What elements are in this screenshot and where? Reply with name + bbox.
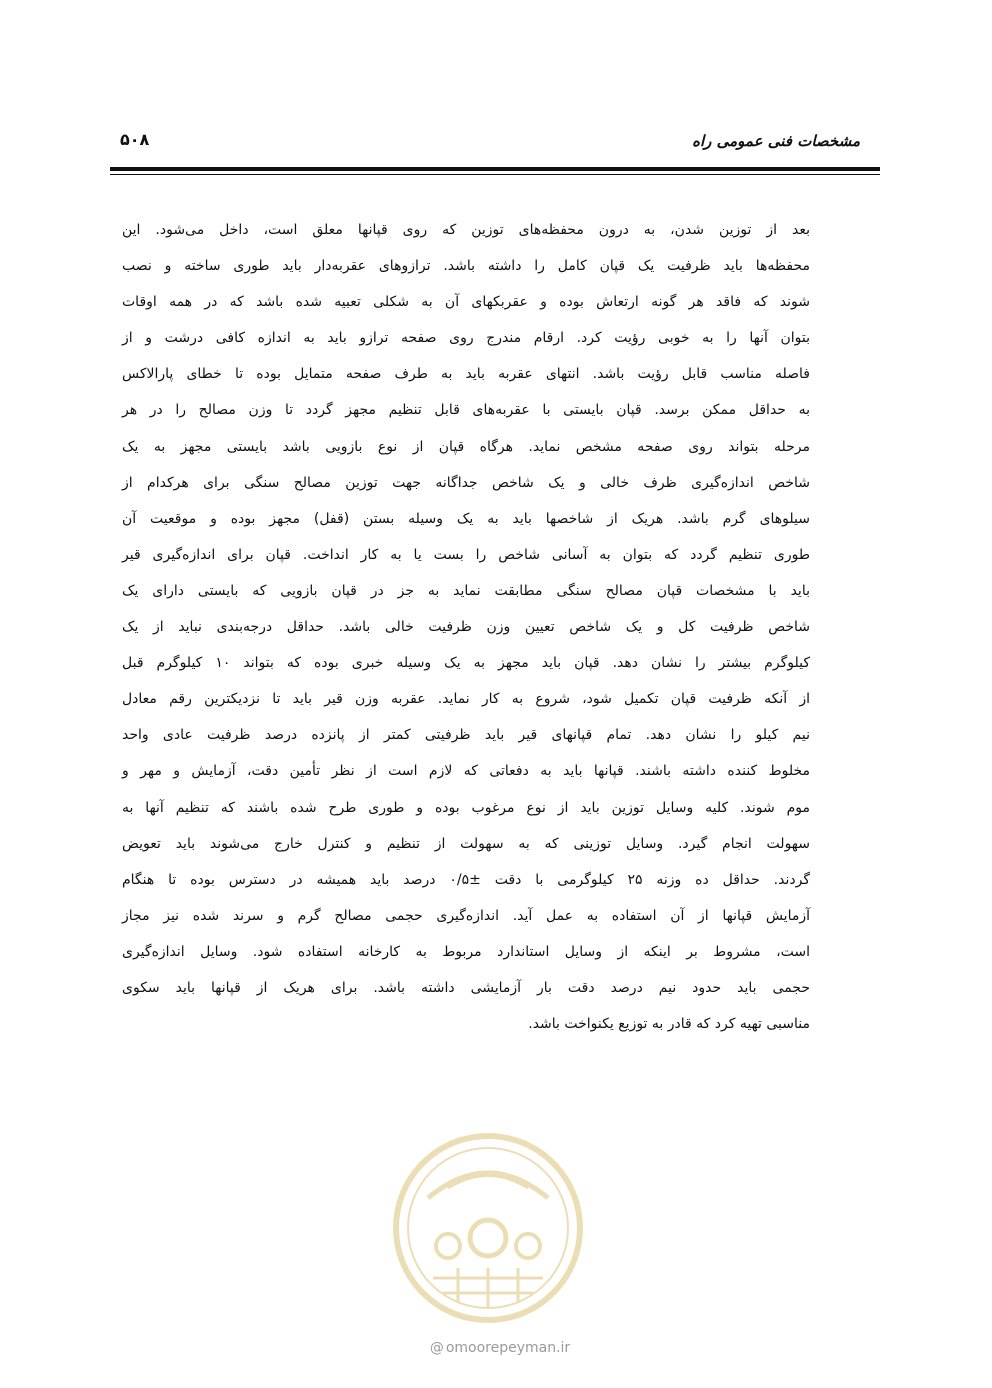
text-line: حجمی باید حدود نیم درصد دقت بار آزمایشی داشته باشد. برای هریک از قپانها باید سکوی	[122, 979, 810, 996]
header-rule-thin	[110, 174, 880, 175]
watermark-site-footer	[400, 1340, 600, 1356]
text-line: شاخص ظرفیت کل و یک شاخص تعیین وزن ظرفیت خالی باشد. حداقل درجه‌بندی نباید از یک	[122, 619, 810, 636]
text-line: شاخص اندازه‌گیری ظرف خالی و یک شاخص جداگانه جهت توزین مصالح سنگی برای هرکدام از	[122, 474, 810, 491]
text-line: از آنکه ظرفیت قپان تکمیل شود، شروع به کار نماید. عقربه وزن قیر باید تا نزدیکترین رقم معادل	[122, 691, 810, 708]
text-line: آزمایش قپانها از آن استفاده به عمل آید. اندازه‌گیری حجمی مصالح گرم و سرند شده نیز مجاز	[122, 907, 810, 924]
text-line: نیم کیلو را نشان دهد. تمام قپانهای قیر باید ظرفیتی کمتر از پانزده درصد ظرفیت عادی واحد	[122, 727, 810, 744]
text-line: به حداقل ممکن برسد. قپان بایستی با عقربه‌های قابل تنظیم مجهز گردد تا وزن مصالح را در هر	[122, 402, 810, 419]
omoore-peyman-seal-icon	[388, 1128, 588, 1328]
text-line: مرحله بتواند روی صفحه مشخص نماید. هرگاه قپان از نوع بازویی باشد بایستی مجهز به یک	[122, 438, 810, 455]
text-line: فاصله مناسب قابل رؤیت باشد. انتهای عقربه باید به طرف صفحه متمایل بوده تا خطای پارالاکس	[122, 366, 810, 383]
text-line: گردند. حداقل ده وزنه ۲۵ کیلوگرمی با دقت ±۰/۵ درصد باید همیشه در دسترس بوده تا هنگام	[122, 871, 810, 888]
text-line: بعد از توزین شدن، به درون محفظه‌های توزین که روی قپانها معلق است، داخل می‌شود. این	[122, 222, 810, 238]
watermark-site-text: omoorepeyman.ir	[445, 1340, 571, 1356]
text-line: بتوان آنها را به خوبی رؤیت کرد. ارقام مندرج روی صفحه ترازو باید به اندازه کافی درشت و از	[122, 330, 810, 347]
text-line: موم شوند. کلیه وسایل توزین باید از نوع مرغوب بوده و طوری طرح شده باشند که تنظیم آنها به	[122, 799, 810, 816]
body-paragraph	[122, 212, 810, 1042]
text-line: کیلوگرم بیشتر را نشان دهد. قپان باید مجهز به یک وسیله خبری بوده که بتواند ۱۰ کیلوگرم قبل	[122, 655, 810, 672]
text-line: سهولت انجام گیرد. وسایل توزینی که به سهولت از تنظیم و کنترل خارج می‌شوند باید تعویض	[122, 835, 810, 852]
at-sign-icon: @	[429, 1340, 444, 1356]
page-header	[120, 126, 860, 166]
page-number: ۵۰۸	[120, 130, 150, 149]
text-line: شوند که فاقد هر گونه ارتعاش بوده و عقربکهای آن به شکلی تعبیه شده باشد که در همه اوقات	[122, 294, 810, 311]
text-line: طوری تنظیم گردد که بتوان به آسانی شاخص را بست یا به کار انداخت. قپان برای اندازه‌گیری قیر	[122, 546, 810, 563]
text-line: مناسبی تهیه کرد که قادر به توزیع یکنواخت باشد.	[528, 1016, 810, 1033]
text-line: است، مشروط بر اینکه از وسایل استاندارد مربوط به کارخانه استفاده شود. وسایل اندازه‌گیری	[122, 943, 810, 960]
text-line: مخلوط کننده داشته باشند. قپانها باید به دفعاتی که لازم است از نظر تأمین دقت، آزمایش و مهر و	[122, 763, 810, 780]
header-rule-thick	[110, 167, 880, 171]
text-line: سیلوهای گرم باشد. هریک از شاخصها باید به یک وسیله بستن (قفل) مجهز بوده و موقعیت آن	[122, 510, 810, 527]
running-header-title: مشخصات فنی عمومی راه	[692, 132, 860, 150]
text-line: محفظه‌ها باید ظرفیت یک قپان کامل را داشته باشد. ترازوهای عقربه‌دار باید طوری ساخته و نصب	[122, 258, 810, 275]
text-line: باید با مشخصات قپان مصالح سنگی مطابقت نماید به جز در قپان بازویی که بایستی دارای یک	[122, 582, 810, 599]
